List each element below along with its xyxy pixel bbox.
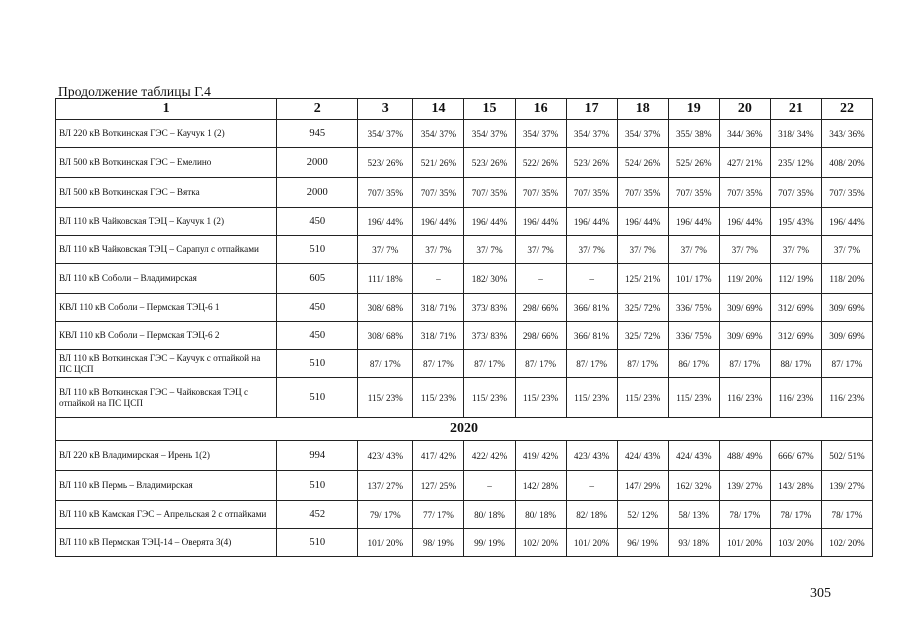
- line-name-cell: ВЛ 110 кВ Чайковская ТЭЦ – Каучук 1 (2): [56, 208, 277, 236]
- capacity-cell: 510: [277, 350, 358, 378]
- capacity-cell: 510: [277, 378, 358, 418]
- load-value-cell: 707/ 35%: [617, 178, 668, 208]
- column-header: 22: [821, 99, 872, 120]
- load-value-cell: –: [566, 264, 617, 294]
- load-value-cell: 37/ 7%: [719, 236, 770, 264]
- load-value-cell: 343/ 36%: [821, 120, 872, 148]
- load-value-cell: 318/ 34%: [770, 120, 821, 148]
- table-row: [56, 208, 873, 236]
- capacity-cell: 994: [277, 441, 358, 471]
- line-name-cell: ВЛ 110 кВ Воткинская ГЭС – Каучук с отпайкой на ПС ЦСП: [56, 350, 277, 378]
- capacity-cell: 450: [277, 294, 358, 322]
- load-value-cell: 195/ 43%: [770, 208, 821, 236]
- load-value-cell: 666/ 67%: [770, 441, 821, 471]
- table-row: [56, 471, 873, 501]
- load-value-cell: 37/ 7%: [358, 236, 413, 264]
- line-name-cell: ВЛ 220 кВ Владимирская – Ирень 1(2): [56, 441, 277, 471]
- capacity-cell: 605: [277, 264, 358, 294]
- line-name-cell: ВЛ 110 кВ Камская ГЭС – Апрельская 2 с отпайками: [56, 501, 277, 529]
- column-header: 19: [668, 99, 719, 120]
- load-value-cell: 96/ 19%: [617, 529, 668, 557]
- load-value-cell: 196/ 44%: [464, 208, 515, 236]
- table-row: [56, 294, 873, 322]
- column-header: 1: [56, 99, 277, 120]
- table-row: [56, 148, 873, 178]
- load-value-cell: 86/ 17%: [668, 350, 719, 378]
- load-value-cell: 101/ 20%: [358, 529, 413, 557]
- capacity-cell: 452: [277, 501, 358, 529]
- load-value-cell: 298/ 66%: [515, 322, 566, 350]
- line-name-cell: ВЛ 110 кВ Пермская ТЭЦ-14 – Оверята 3(4): [56, 529, 277, 557]
- load-value-cell: 424/ 43%: [668, 441, 719, 471]
- load-value-cell: 419/ 42%: [515, 441, 566, 471]
- load-value-cell: 87/ 17%: [515, 350, 566, 378]
- line-name-cell: ВЛ 110 кВ Соболи – Владимирская: [56, 264, 277, 294]
- capacity-cell: 450: [277, 208, 358, 236]
- load-value-cell: 142/ 28%: [515, 471, 566, 501]
- load-value-cell: 115/ 23%: [464, 378, 515, 418]
- load-value-cell: –: [515, 264, 566, 294]
- load-value-cell: 118/ 20%: [821, 264, 872, 294]
- load-value-cell: 37/ 7%: [770, 236, 821, 264]
- load-value-cell: 373/ 83%: [464, 294, 515, 322]
- page-number: 305: [810, 586, 831, 601]
- load-value-cell: 37/ 7%: [821, 236, 872, 264]
- load-value-cell: 103/ 20%: [770, 529, 821, 557]
- load-value-cell: 82/ 18%: [566, 501, 617, 529]
- load-value-cell: 523/ 26%: [566, 148, 617, 178]
- load-value-cell: 196/ 44%: [668, 208, 719, 236]
- load-value-cell: 162/ 32%: [668, 471, 719, 501]
- load-value-cell: 115/ 23%: [358, 378, 413, 418]
- load-value-cell: 707/ 35%: [566, 178, 617, 208]
- load-value-cell: 182/ 30%: [464, 264, 515, 294]
- line-name-cell: КВЛ 110 кВ Соболи – Пермская ТЭЦ-6 1: [56, 294, 277, 322]
- table-row: [56, 236, 873, 264]
- line-name-cell: ВЛ 110 кВ Воткинская ГЭС – Чайковская ТЭЦ с отпайкой на ПС ЦСП: [56, 378, 277, 418]
- load-value-cell: 417/ 42%: [413, 441, 464, 471]
- load-value-cell: –: [413, 264, 464, 294]
- column-header: 20: [719, 99, 770, 120]
- load-value-cell: 308/ 68%: [358, 294, 413, 322]
- column-header: 17: [566, 99, 617, 120]
- load-value-cell: 312/ 69%: [770, 294, 821, 322]
- capacity-cell: 945: [277, 120, 358, 148]
- line-name-cell: ВЛ 500 кВ Воткинская ГЭС – Вятка: [56, 178, 277, 208]
- load-value-cell: 309/ 69%: [821, 322, 872, 350]
- line-name-cell: ВЛ 110 кВ Пермь – Владимирская: [56, 471, 277, 501]
- load-value-cell: 139/ 27%: [719, 471, 770, 501]
- load-value-cell: 102/ 20%: [821, 529, 872, 557]
- year-label: 2020: [56, 418, 873, 441]
- load-value-cell: 116/ 23%: [770, 378, 821, 418]
- load-value-cell: 196/ 44%: [617, 208, 668, 236]
- load-value-cell: 37/ 7%: [515, 236, 566, 264]
- load-value-cell: 196/ 44%: [358, 208, 413, 236]
- load-value-cell: 80/ 18%: [464, 501, 515, 529]
- load-value-cell: 79/ 17%: [358, 501, 413, 529]
- load-value-cell: 707/ 35%: [464, 178, 515, 208]
- load-value-cell: 521/ 26%: [413, 148, 464, 178]
- load-value-cell: 488/ 49%: [719, 441, 770, 471]
- line-name-cell: КВЛ 110 кВ Соболи – Пермская ТЭЦ-6 2: [56, 322, 277, 350]
- load-value-cell: 312/ 69%: [770, 322, 821, 350]
- load-value-cell: 87/ 17%: [566, 350, 617, 378]
- load-value-cell: 196/ 44%: [515, 208, 566, 236]
- load-value-cell: 423/ 43%: [358, 441, 413, 471]
- load-value-cell: 119/ 20%: [719, 264, 770, 294]
- load-value-cell: 707/ 35%: [668, 178, 719, 208]
- column-header: 15: [464, 99, 515, 120]
- load-value-cell: 336/ 75%: [668, 294, 719, 322]
- load-value-cell: 196/ 44%: [566, 208, 617, 236]
- load-value-cell: 93/ 18%: [668, 529, 719, 557]
- load-value-cell: 37/ 7%: [413, 236, 464, 264]
- load-value-cell: 366/ 81%: [566, 322, 617, 350]
- column-header: 18: [617, 99, 668, 120]
- load-value-cell: 707/ 35%: [821, 178, 872, 208]
- load-value-cell: 308/ 68%: [358, 322, 413, 350]
- load-value-cell: 87/ 17%: [821, 350, 872, 378]
- load-value-cell: 37/ 7%: [464, 236, 515, 264]
- table-row: [56, 378, 873, 418]
- load-value-cell: 707/ 35%: [413, 178, 464, 208]
- table-row: [56, 441, 873, 471]
- load-value-cell: 115/ 23%: [617, 378, 668, 418]
- capacity-cell: 2000: [277, 148, 358, 178]
- table-row: [56, 178, 873, 208]
- load-value-cell: 116/ 23%: [719, 378, 770, 418]
- load-value-cell: 87/ 17%: [719, 350, 770, 378]
- load-value-cell: 424/ 43%: [617, 441, 668, 471]
- load-value-cell: 37/ 7%: [566, 236, 617, 264]
- table-row: [56, 501, 873, 529]
- load-value-cell: 355/ 38%: [668, 120, 719, 148]
- load-value-cell: 115/ 23%: [413, 378, 464, 418]
- load-value-cell: 318/ 71%: [413, 322, 464, 350]
- year-section-row: [56, 418, 873, 441]
- load-value-cell: 87/ 17%: [617, 350, 668, 378]
- load-value-cell: 115/ 23%: [515, 378, 566, 418]
- load-value-cell: 101/ 20%: [566, 529, 617, 557]
- load-value-cell: 37/ 7%: [668, 236, 719, 264]
- load-value-cell: 523/ 26%: [358, 148, 413, 178]
- column-header: 3: [358, 99, 413, 120]
- capacity-cell: 510: [277, 236, 358, 264]
- table-row: [56, 322, 873, 350]
- load-value-cell: 423/ 43%: [566, 441, 617, 471]
- data-table: [55, 98, 873, 557]
- load-value-cell: 196/ 44%: [413, 208, 464, 236]
- load-value-cell: 98/ 19%: [413, 529, 464, 557]
- load-value-cell: 101/ 20%: [719, 529, 770, 557]
- load-value-cell: 354/ 37%: [464, 120, 515, 148]
- line-name-cell: ВЛ 220 кВ Воткинская ГЭС – Каучук 1 (2): [56, 120, 277, 148]
- load-value-cell: 336/ 75%: [668, 322, 719, 350]
- load-value-cell: 707/ 35%: [770, 178, 821, 208]
- table-caption: Продолжение таблицы Г.4: [58, 84, 211, 99]
- capacity-cell: 450: [277, 322, 358, 350]
- load-value-cell: 354/ 37%: [358, 120, 413, 148]
- load-value-cell: 87/ 17%: [464, 350, 515, 378]
- load-value-cell: 422/ 42%: [464, 441, 515, 471]
- column-header: 14: [413, 99, 464, 120]
- load-value-cell: –: [464, 471, 515, 501]
- load-value-cell: 125/ 21%: [617, 264, 668, 294]
- load-value-cell: 707/ 35%: [719, 178, 770, 208]
- load-value-cell: 318/ 71%: [413, 294, 464, 322]
- table-row: [56, 350, 873, 378]
- load-value-cell: 707/ 35%: [515, 178, 566, 208]
- load-value-cell: 112/ 19%: [770, 264, 821, 294]
- load-value-cell: 115/ 23%: [566, 378, 617, 418]
- header-row: [56, 99, 873, 120]
- load-value-cell: 354/ 37%: [413, 120, 464, 148]
- load-value-cell: 373/ 83%: [464, 322, 515, 350]
- table-row: [56, 529, 873, 557]
- load-value-cell: 427/ 21%: [719, 148, 770, 178]
- load-value-cell: 147/ 29%: [617, 471, 668, 501]
- load-value-cell: 58/ 13%: [668, 501, 719, 529]
- load-value-cell: 525/ 26%: [668, 148, 719, 178]
- load-value-cell: 309/ 69%: [719, 322, 770, 350]
- load-value-cell: 78/ 17%: [770, 501, 821, 529]
- load-value-cell: 344/ 36%: [719, 120, 770, 148]
- line-name-cell: ВЛ 110 кВ Чайковская ТЭЦ – Сарапул с отпайками: [56, 236, 277, 264]
- column-header: 16: [515, 99, 566, 120]
- load-value-cell: 80/ 18%: [515, 501, 566, 529]
- load-value-cell: 87/ 17%: [413, 350, 464, 378]
- load-value-cell: 298/ 66%: [515, 294, 566, 322]
- load-value-cell: 354/ 37%: [566, 120, 617, 148]
- table-row: [56, 120, 873, 148]
- load-value-cell: 99/ 19%: [464, 529, 515, 557]
- capacity-cell: 510: [277, 529, 358, 557]
- load-value-cell: 196/ 44%: [719, 208, 770, 236]
- load-value-cell: 408/ 20%: [821, 148, 872, 178]
- load-value-cell: 137/ 27%: [358, 471, 413, 501]
- load-value-cell: 78/ 17%: [719, 501, 770, 529]
- load-value-cell: 196/ 44%: [821, 208, 872, 236]
- load-value-cell: 523/ 26%: [464, 148, 515, 178]
- load-value-cell: 309/ 69%: [719, 294, 770, 322]
- load-value-cell: 143/ 28%: [770, 471, 821, 501]
- load-value-cell: 127/ 25%: [413, 471, 464, 501]
- load-value-cell: 366/ 81%: [566, 294, 617, 322]
- load-value-cell: 101/ 17%: [668, 264, 719, 294]
- load-value-cell: 115/ 23%: [668, 378, 719, 418]
- load-value-cell: 116/ 23%: [821, 378, 872, 418]
- load-value-cell: 139/ 27%: [821, 471, 872, 501]
- load-value-cell: –: [566, 471, 617, 501]
- capacity-cell: 510: [277, 471, 358, 501]
- table-row: [56, 264, 873, 294]
- load-value-cell: 78/ 17%: [821, 501, 872, 529]
- load-value-cell: 309/ 69%: [821, 294, 872, 322]
- load-value-cell: 52/ 12%: [617, 501, 668, 529]
- load-value-cell: 354/ 37%: [617, 120, 668, 148]
- load-value-cell: 102/ 20%: [515, 529, 566, 557]
- load-value-cell: 325/ 72%: [617, 322, 668, 350]
- load-value-cell: 707/ 35%: [358, 178, 413, 208]
- load-value-cell: 111/ 18%: [358, 264, 413, 294]
- load-value-cell: 502/ 51%: [821, 441, 872, 471]
- load-value-cell: 87/ 17%: [358, 350, 413, 378]
- load-value-cell: 37/ 7%: [617, 236, 668, 264]
- line-name-cell: ВЛ 500 кВ Воткинская ГЭС – Емелино: [56, 148, 277, 178]
- load-value-cell: 88/ 17%: [770, 350, 821, 378]
- column-header: 2: [277, 99, 358, 120]
- capacity-cell: 2000: [277, 178, 358, 208]
- load-value-cell: 354/ 37%: [515, 120, 566, 148]
- load-value-cell: 524/ 26%: [617, 148, 668, 178]
- load-value-cell: 235/ 12%: [770, 148, 821, 178]
- column-header: 21: [770, 99, 821, 120]
- load-value-cell: 325/ 72%: [617, 294, 668, 322]
- load-value-cell: 522/ 26%: [515, 148, 566, 178]
- load-value-cell: 77/ 17%: [413, 501, 464, 529]
